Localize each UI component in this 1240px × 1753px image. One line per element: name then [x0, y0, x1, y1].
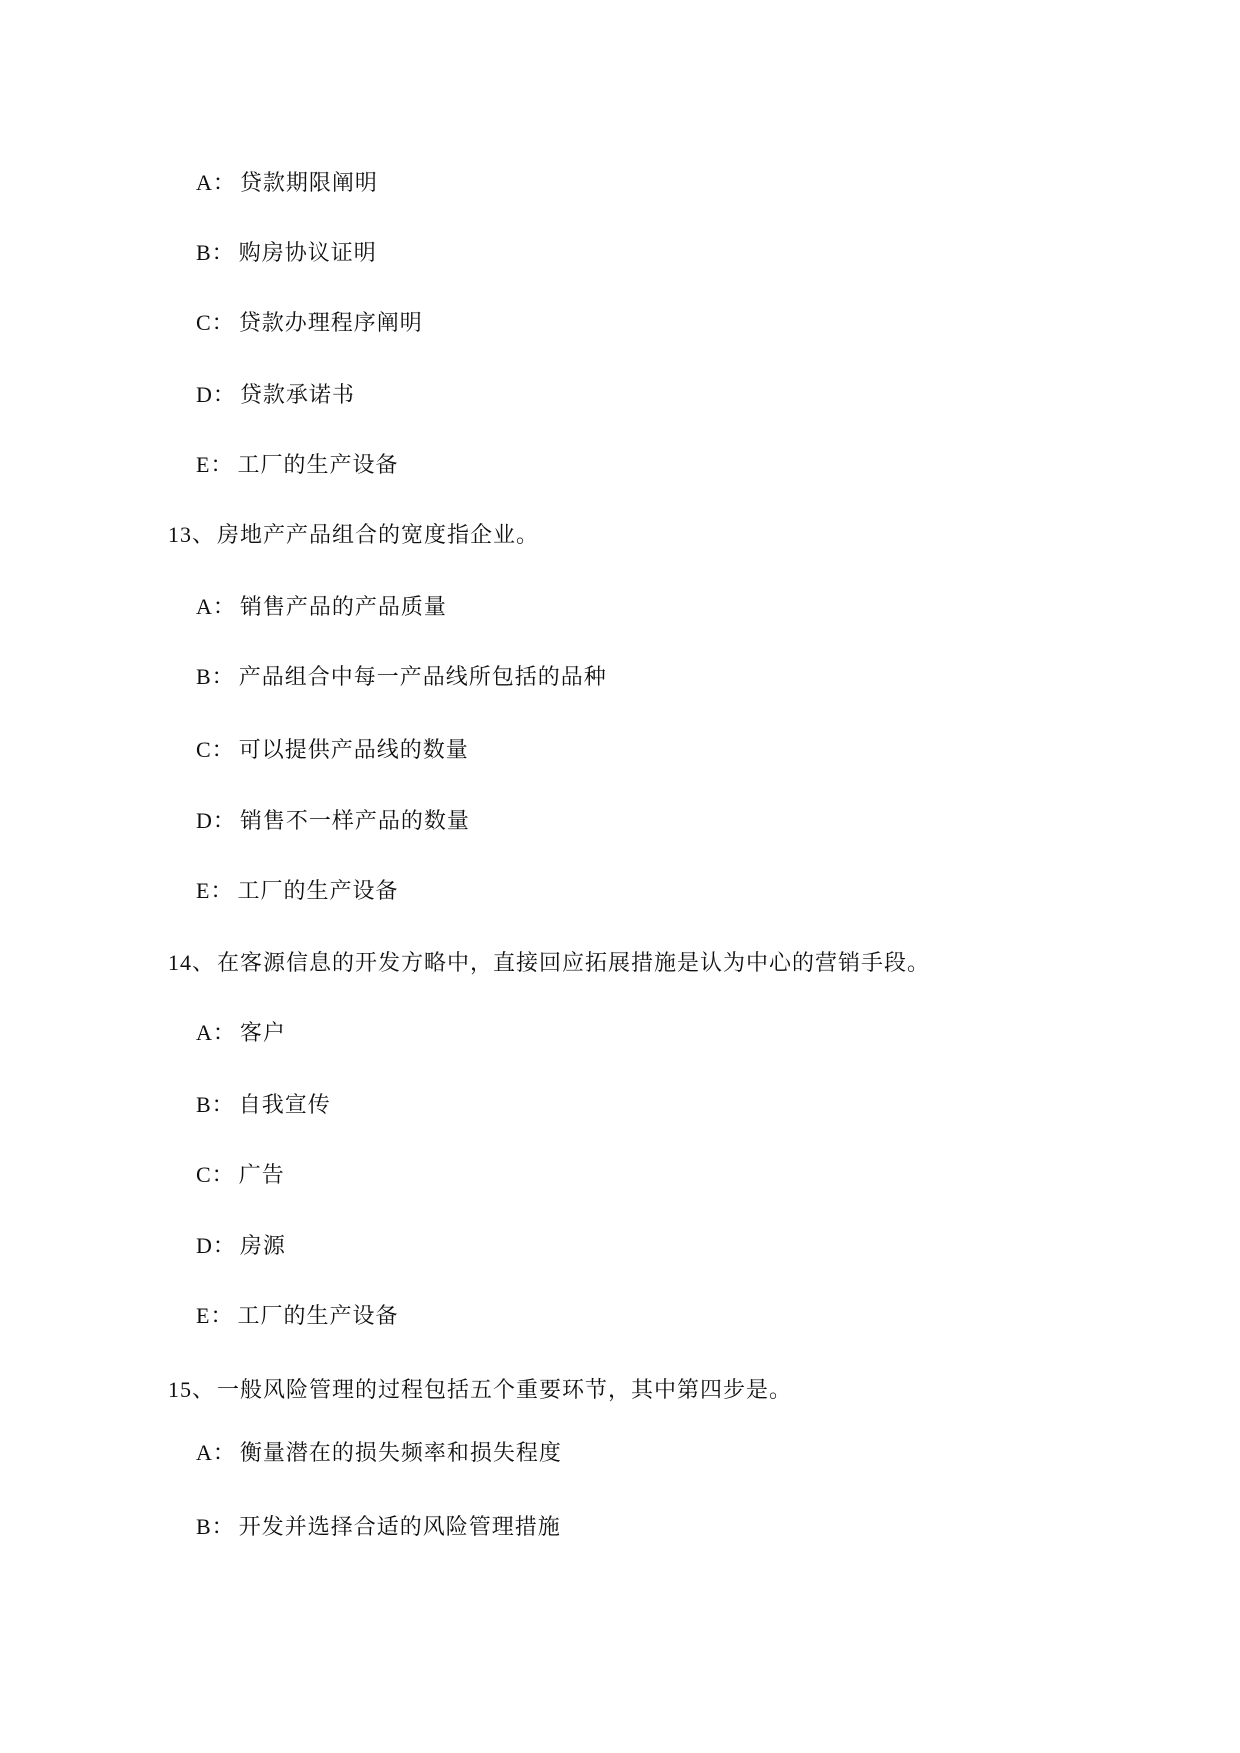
option-line	[196, 662, 607, 692]
option-line	[196, 1160, 285, 1190]
option-label: C：	[196, 1162, 235, 1187]
option-line	[196, 735, 469, 765]
question-number: 14、	[168, 950, 216, 975]
option-label: A：	[196, 170, 236, 195]
question-number: 13、	[168, 522, 216, 547]
option-text: 房源	[239, 1233, 286, 1258]
option-line	[196, 380, 355, 410]
option-text: 贷款承诺书	[239, 382, 355, 407]
option-label: E：	[196, 452, 234, 477]
option-label: A：	[196, 1440, 236, 1465]
option-label: B：	[196, 1514, 235, 1539]
option-label: D：	[196, 1233, 236, 1258]
question-text: 一般风险管理的过程包括五个重要环节，其中第四步是。	[217, 1377, 793, 1402]
option-text: 贷款期限阐明	[239, 170, 378, 195]
option-line	[196, 450, 398, 480]
question-stem	[168, 520, 539, 550]
question-number: 15、	[168, 1377, 216, 1402]
option-line	[196, 168, 378, 198]
option-line	[196, 1090, 331, 1120]
option-text: 客户	[239, 1020, 286, 1045]
option-text: 购房协议证明	[238, 240, 377, 265]
option-text: 自我宣传	[238, 1092, 331, 1117]
option-text: 销售不一样产品的数量	[239, 808, 470, 833]
option-label: D：	[196, 808, 236, 833]
option-line	[196, 1438, 562, 1468]
question-stem	[168, 1375, 792, 1405]
question-text: 在客源信息的开发方略中，直接回应拓展措施是认为中心的营销手段。	[217, 950, 931, 975]
option-text: 工厂的生产设备	[237, 452, 399, 477]
option-line	[196, 1301, 398, 1331]
option-line	[196, 1512, 561, 1542]
option-label: B：	[196, 240, 235, 265]
option-label: A：	[196, 594, 236, 619]
option-line	[196, 1231, 286, 1261]
option-line	[196, 806, 470, 836]
question-stem	[168, 948, 930, 978]
option-label: C：	[196, 737, 235, 762]
option-text: 工厂的生产设备	[237, 1303, 399, 1328]
option-text: 产品组合中每一产品线所包括的品种	[238, 664, 607, 689]
option-text: 可以提供产品线的数量	[238, 737, 469, 762]
option-label: B：	[196, 664, 235, 689]
option-label: E：	[196, 878, 234, 903]
option-line	[196, 876, 398, 906]
option-text: 广告	[238, 1162, 285, 1187]
option-line	[196, 238, 377, 268]
option-text: 衡量潜在的损失频率和损失程度	[239, 1440, 562, 1465]
question-text: 房地产产品组合的宽度指企业。	[217, 522, 540, 547]
option-text: 开发并选择合适的风险管理措施	[238, 1514, 561, 1539]
option-text: 贷款办理程序阐明	[238, 310, 423, 335]
option-line	[196, 592, 447, 622]
option-text: 工厂的生产设备	[237, 878, 399, 903]
option-label: D：	[196, 382, 236, 407]
option-label: E：	[196, 1303, 234, 1328]
option-label: C：	[196, 310, 235, 335]
option-line	[196, 308, 423, 338]
option-label: B：	[196, 1092, 235, 1117]
option-line	[196, 1018, 286, 1048]
option-label: A：	[196, 1020, 236, 1045]
option-text: 销售产品的产品质量	[239, 594, 447, 619]
